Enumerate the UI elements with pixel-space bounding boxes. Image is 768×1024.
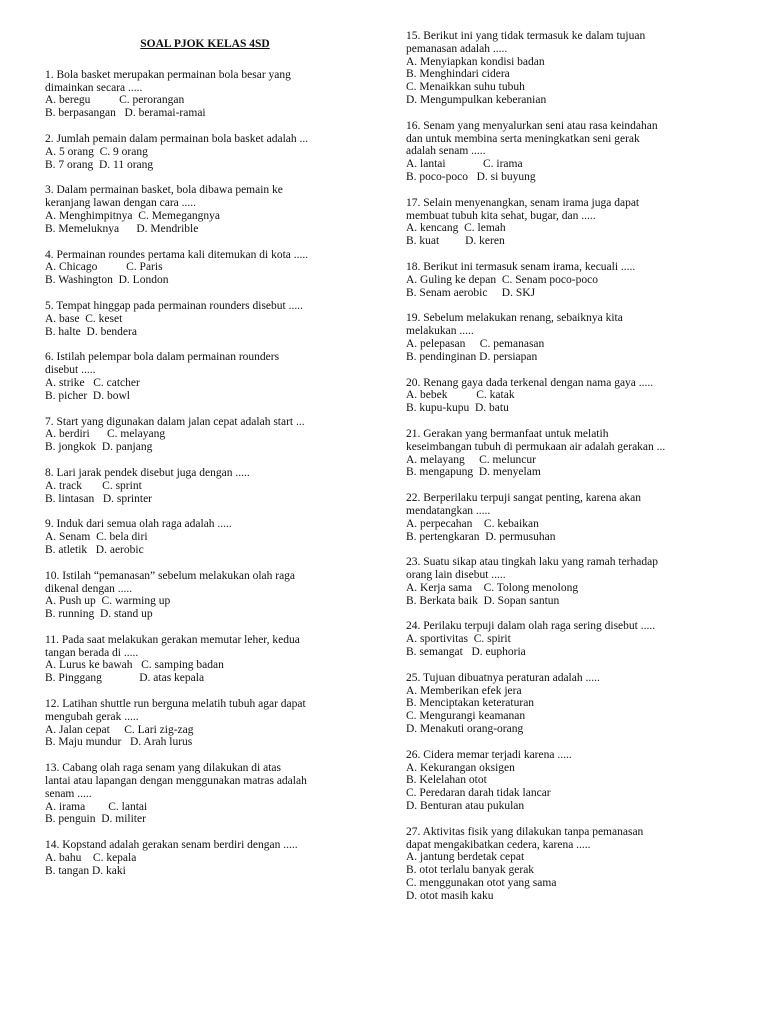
question-line: B. Pinggang D. atas kepala	[45, 672, 205, 685]
question-item	[45, 634, 375, 685]
question-item	[406, 826, 736, 903]
question-item	[45, 184, 375, 235]
question-text: 3. Dalam permainan basket, bola dibawa pemain ke	[45, 184, 283, 197]
question-line: C. Peredaran darah tidak lancar	[406, 787, 551, 800]
page-title: SOAL PJOK KELAS 4SD	[140, 38, 270, 50]
question-line: B. Maju mundur D. Arah lurus	[45, 736, 193, 749]
question-item	[45, 467, 375, 505]
question-line: B. poco-poco D. si buyung	[406, 170, 536, 183]
question-line: B. lintasan D. sprinter	[45, 492, 152, 505]
question-line: orang lain disebut .....	[406, 569, 506, 582]
question-text: 27. Aktivitas fisik yang dilakukan tanpa pemanasan	[406, 825, 644, 838]
question-line: B. jongkok D. panjang	[45, 441, 153, 454]
question-line: melakukan .....	[406, 325, 474, 338]
question-line: D. Mengumpulkan keberanian	[406, 93, 547, 106]
question-line: B. 7 orang D. 11 orang	[45, 158, 154, 171]
question-item	[406, 492, 736, 543]
question-item	[45, 762, 375, 826]
right-column	[406, 30, 736, 916]
question-line: B. mengapung D. menyelam	[406, 466, 541, 479]
question-line: A. bahu C. kepala	[45, 852, 137, 865]
question-line: A. irama C. lantai	[45, 800, 148, 813]
question-item	[45, 133, 375, 171]
question-line: B. kuat D. keren	[406, 235, 505, 248]
question-text: 17. Selain menyenangkan, senam irama juga dapat	[406, 196, 640, 209]
question-item	[45, 69, 375, 120]
question-text: 11. Pada saat melakukan gerakan memutar leher, kedua	[45, 633, 300, 646]
question-item	[45, 300, 375, 338]
question-line: senam .....	[45, 787, 92, 800]
question-text: 25. Tujuan dibuatnya peraturan adalah .....	[406, 671, 600, 684]
question-line: B. pertengkaran D. permusuhan	[406, 530, 556, 543]
question-item	[45, 249, 375, 287]
question-line: C. Menaikkan suhu tubuh	[406, 81, 525, 94]
left-question-list	[45, 69, 375, 878]
question-line: B. otot terlalu banyak gerak	[406, 864, 535, 877]
question-line: lantai atau lapangan dengan menggunakan matras adalah	[45, 775, 307, 788]
question-line: A. Jalan cepat C. Lari zig-zag	[45, 723, 194, 736]
question-line: membuat tubuh kita sehat, bugar, dan .....	[406, 209, 596, 222]
question-line: B. Washington D. London	[45, 274, 169, 287]
question-text: 20. Renang gaya dada terkenal dengan nama gaya .....	[406, 376, 654, 389]
question-line: A. melayang C. meluncur	[406, 453, 536, 466]
question-line: keseimbangan tubuh di permukaan air adalah gerakan ...	[406, 440, 666, 453]
question-line: D. Benturan atau pukulan	[406, 800, 525, 813]
question-item	[45, 518, 375, 556]
question-text: 24. Perilaku terpuji dalam olah raga sering disebut .....	[406, 620, 656, 633]
question-line: A. Guling ke depan C. Senam poco-poco	[406, 273, 598, 286]
question-line: B. semangat D. euphoria	[406, 646, 526, 659]
question-line: tangan berada di .....	[45, 646, 139, 659]
question-line: D. otot masih kaku	[406, 889, 494, 902]
question-line: A. Chicago C. Paris	[45, 261, 163, 274]
question-line: B. Kelelahan otot	[406, 774, 487, 787]
question-item	[406, 312, 736, 363]
question-line: adalah senam .....	[406, 145, 486, 158]
question-line: A. bebek C. katak	[406, 389, 515, 402]
question-line: dan untuk membina serta meningkatkan seni gerak	[406, 132, 640, 145]
question-text: 12. Latihan shuttle run berguna melatih tubuh agar dapat	[45, 698, 306, 711]
right-question-list	[406, 30, 736, 903]
question-text: 1. Bola basket merupakan permainan bola besar yang	[45, 68, 291, 81]
question-text: 6. Istilah pelempar bola dalam permainan rounders	[45, 351, 280, 364]
question-line: A. Kekurangan oksigen	[406, 761, 515, 774]
question-text: 18. Berikut ini termasuk senam irama, kecuali .....	[406, 260, 636, 273]
question-line: mengubah gerak .....	[45, 710, 139, 723]
question-item	[406, 672, 736, 736]
question-line: A. Kerja sama C. Tolong menolong	[406, 581, 579, 594]
question-item	[406, 30, 736, 107]
question-line: A. base C. keset	[45, 312, 123, 325]
question-item	[45, 839, 375, 877]
question-line: A. Menyiapkan kondisi badan	[406, 55, 545, 68]
question-text: 2. Jumlah pemain dalam permainan bola basket adalah ...	[45, 132, 309, 145]
question-line: keranjang lawan dengan cara .....	[45, 197, 197, 210]
question-item	[45, 416, 375, 454]
question-item	[45, 698, 375, 749]
question-text: 7. Start yang digunakan dalam jalan cepat adalah start ...	[45, 415, 305, 428]
question-text: 5. Tempat hinggap pada permainan rounders disebut .....	[45, 299, 303, 312]
question-item	[406, 261, 736, 299]
question-line: A. beregu C. perorangan	[45, 94, 185, 107]
question-line: B. Berkata baik D. Sopan santun	[406, 594, 560, 607]
question-item	[406, 377, 736, 415]
question-line: B. Menciptakan keteraturan	[406, 697, 535, 710]
question-line: B. running D. stand up	[45, 608, 153, 621]
question-line: A. strike C. catcher	[45, 376, 140, 389]
question-line: A. pelepasan C. pemanasan	[406, 337, 545, 350]
question-item	[45, 351, 375, 402]
question-line: A. perpecahan C. kebaikan	[406, 517, 539, 530]
question-text: 22. Berperilaku terpuji sangat penting, karena akan	[406, 492, 642, 505]
question-line: B. Senam aerobic D. SKJ	[406, 286, 536, 299]
question-line: B. Memeluknya D. Mendrible	[45, 222, 199, 235]
question-item	[45, 570, 375, 621]
question-text: 21. Gerakan yang bermanfaat untuk melatih	[406, 427, 609, 440]
question-line: B. halte D. bendera	[45, 325, 137, 338]
question-line: B. picher D. bowl	[45, 389, 130, 402]
question-text: 14. Kopstand adalah gerakan senam berdiri dengan .....	[45, 839, 298, 852]
question-line: B. atletik D. aerobic	[45, 543, 144, 556]
question-line: C. Mengurangi keamanan	[406, 710, 526, 723]
question-text: 13. Cabang olah raga senam yang dilakukan di atas	[45, 762, 281, 775]
question-line: A. 5 orang C. 9 orang	[45, 145, 148, 158]
question-line: A. jantung berdetak cepat	[406, 851, 525, 864]
question-line: C. menggunakan otot yang sama	[406, 877, 557, 890]
question-line: mendatangkan .....	[406, 504, 491, 517]
question-line: B. pendinginan D. persiapan	[406, 350, 538, 363]
question-line: A. kencang C. lemah	[406, 222, 506, 235]
question-item	[406, 428, 736, 479]
question-item	[406, 620, 736, 658]
question-line: A. Menghimpitnya C. Memegangnya	[45, 209, 221, 222]
question-item	[406, 749, 736, 813]
left-column	[45, 30, 375, 891]
question-text: 19. Sebelum melakukan renang, sebaiknya kita	[406, 312, 623, 325]
question-line: dimainkan secara .....	[45, 81, 143, 94]
question-line: dikenal dengan .....	[45, 582, 133, 595]
question-line: A. Lurus ke bawah C. samping badan	[45, 659, 224, 672]
question-text: 8. Lari jarak pendek disebut juga dengan .....	[45, 466, 250, 479]
question-line: A. track C. sprint	[45, 479, 142, 492]
question-line: D. Menakuti orang-orang	[406, 723, 524, 736]
question-line: B. tangan D. kaki	[45, 864, 126, 877]
question-text: 15. Berikut ini yang tidak termasuk ke dalam tujuan	[406, 30, 646, 42]
question-line: A. Memberikan efek jera	[406, 684, 522, 697]
question-item	[406, 556, 736, 607]
question-line: A. lantai C. irama	[406, 158, 523, 171]
question-line: B. berpasangan D. beramai-ramai	[45, 107, 206, 120]
question-line: B. kupu-kupu D. batu	[406, 402, 509, 415]
question-text: 9. Induk dari semua olah raga adalah .....	[45, 518, 232, 531]
question-line: disebut .....	[45, 364, 96, 377]
question-line: pemanasan adalah .....	[406, 42, 508, 55]
question-item	[406, 197, 736, 248]
question-text: 16. Senam yang menyalurkan seni atau rasa keindahan	[406, 119, 658, 132]
question-text: 26. Cidera memar terjadi karena .....	[406, 748, 572, 761]
question-text: 4. Permainan roundes pertama kali ditemukan di kota .....	[45, 248, 309, 261]
question-line: A. Push up C. warming up	[45, 595, 171, 608]
question-line: A. sportivitas C. spirit	[406, 633, 511, 646]
question-line: B. Menghindari cidera	[406, 68, 510, 81]
question-line: A. berdiri C. melayang	[45, 428, 166, 441]
question-line: dapat mengakibatkan cedera, karena .....	[406, 838, 591, 851]
question-item	[406, 120, 736, 184]
question-text: 10. Istilah “pemanasan” sebelum melakukan olah raga	[45, 569, 296, 582]
question-line: B. penguin D. militer	[45, 813, 146, 826]
question-text: 23. Suatu sikap atau tingkah laku yang ramah terhadap	[406, 556, 658, 569]
question-line: A. Senam C. bela diri	[45, 531, 148, 544]
